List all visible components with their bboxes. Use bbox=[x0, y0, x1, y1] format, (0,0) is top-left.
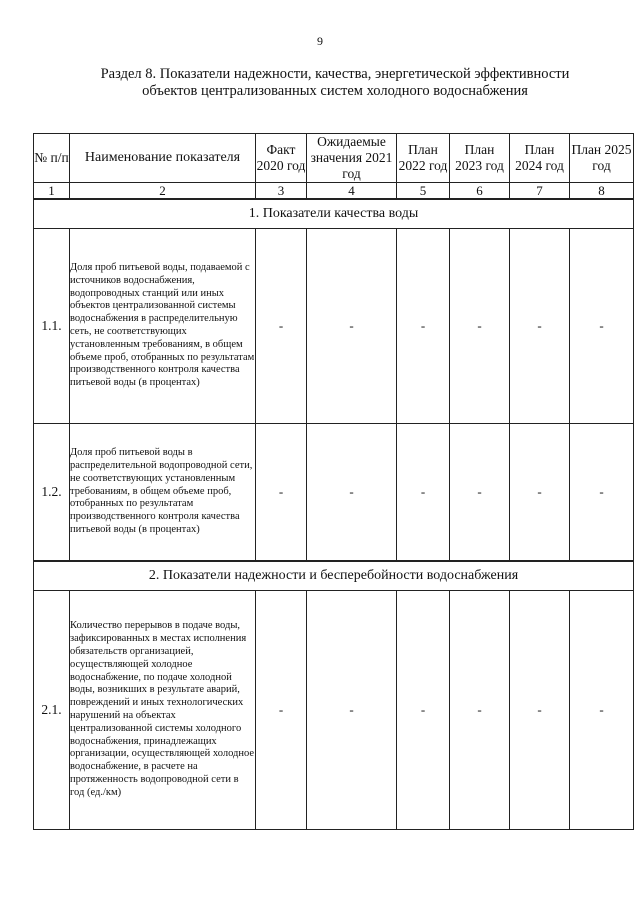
value-fact-2020: - bbox=[256, 591, 307, 830]
column-number: 3 bbox=[256, 183, 307, 200]
header-name: Наименование показателя bbox=[70, 134, 256, 183]
column-number: 5 bbox=[397, 183, 450, 200]
header-expected-2021: Ожидаемые значения 2021 год bbox=[307, 134, 397, 183]
value-plan-2024: - bbox=[510, 591, 570, 830]
column-number: 1 bbox=[34, 183, 70, 200]
table-row bbox=[34, 424, 634, 562]
value-fact-2020: - bbox=[256, 424, 307, 562]
table-row bbox=[34, 229, 634, 424]
group-header-row bbox=[34, 561, 634, 591]
value-expected-2021: - bbox=[307, 591, 397, 830]
value-expected-2021: - bbox=[307, 229, 397, 424]
header-plan-2023: План 2023 год bbox=[450, 134, 510, 183]
indicators-table bbox=[33, 133, 634, 830]
section-title: Раздел 8. Показатели надежности, качества, энергетической эффективности объектов централизованных систем холодного водоснабжения bbox=[100, 66, 570, 99]
value-fact-2020: - bbox=[256, 229, 307, 424]
value-plan-2025: - bbox=[570, 229, 634, 424]
value-plan-2025: - bbox=[570, 591, 634, 830]
indicator-name: Доля проб питьевой воды, подаваемой с источников водоснабжения, водопроводных станций или иных объектов централизованной системы водоснабжения в распределительную сеть, не соответствующих установленным требованиям, в общем объеме проб, отобранных по результатам производственного контроля качества питьевой воды (в процентах) bbox=[70, 229, 256, 424]
column-number: 8 bbox=[570, 183, 634, 200]
indicator-name: Доля проб питьевой воды в распределительной водопроводной сети, не соответствующих установленным требованиям, в общем объеме проб, отобранных по результатам производственного контроля качества питьевой воды (в процентах) bbox=[70, 424, 256, 562]
column-number: 2 bbox=[70, 183, 256, 200]
column-number-row bbox=[34, 183, 634, 200]
value-plan-2023: - bbox=[450, 424, 510, 562]
group-header-row bbox=[34, 199, 634, 229]
header-num: № п/п bbox=[34, 134, 70, 183]
value-expected-2021: - bbox=[307, 424, 397, 562]
indicator-name: Количество перерывов в подаче воды, зафиксированных в местах исполнения обязательств организацией, осуществляющей холодное водоснабжение, по подаче холодной воды, возникших в результате аварий, повреждений и иных технологических нарушений на объектах централизованной системы холодного водоснабжения, принадлежащих организации, осуществляющей холодное водоснабжение, в расчете на протяженность водопроводной сети в год (ед./км) bbox=[70, 591, 256, 830]
header-plan-2025: План 2025 год bbox=[570, 134, 634, 183]
value-plan-2024: - bbox=[510, 424, 570, 562]
header-plan-2022: План 2022 год bbox=[397, 134, 450, 183]
header-fact-2020: Факт 2020 год bbox=[256, 134, 307, 183]
table-row bbox=[34, 591, 634, 830]
value-plan-2025: - bbox=[570, 424, 634, 562]
header-plan-2024: План 2024 год bbox=[510, 134, 570, 183]
group-title-water-quality: 1. Показатели качества воды bbox=[34, 199, 634, 229]
header-row bbox=[34, 134, 634, 183]
column-number: 6 bbox=[450, 183, 510, 200]
row-number: 1.1. bbox=[34, 229, 70, 424]
value-plan-2022: - bbox=[397, 424, 450, 562]
page-number: 9 bbox=[317, 34, 323, 48]
value-plan-2022: - bbox=[397, 229, 450, 424]
column-number: 4 bbox=[307, 183, 397, 200]
row-number: 1.2. bbox=[34, 424, 70, 562]
column-number: 7 bbox=[510, 183, 570, 200]
value-plan-2022: - bbox=[397, 591, 450, 830]
group-title-reliability: 2. Показатели надежности и бесперебойности водоснабжения bbox=[34, 561, 634, 591]
value-plan-2023: - bbox=[450, 229, 510, 424]
value-plan-2024: - bbox=[510, 229, 570, 424]
value-plan-2023: - bbox=[450, 591, 510, 830]
row-number: 2.1. bbox=[34, 591, 70, 830]
